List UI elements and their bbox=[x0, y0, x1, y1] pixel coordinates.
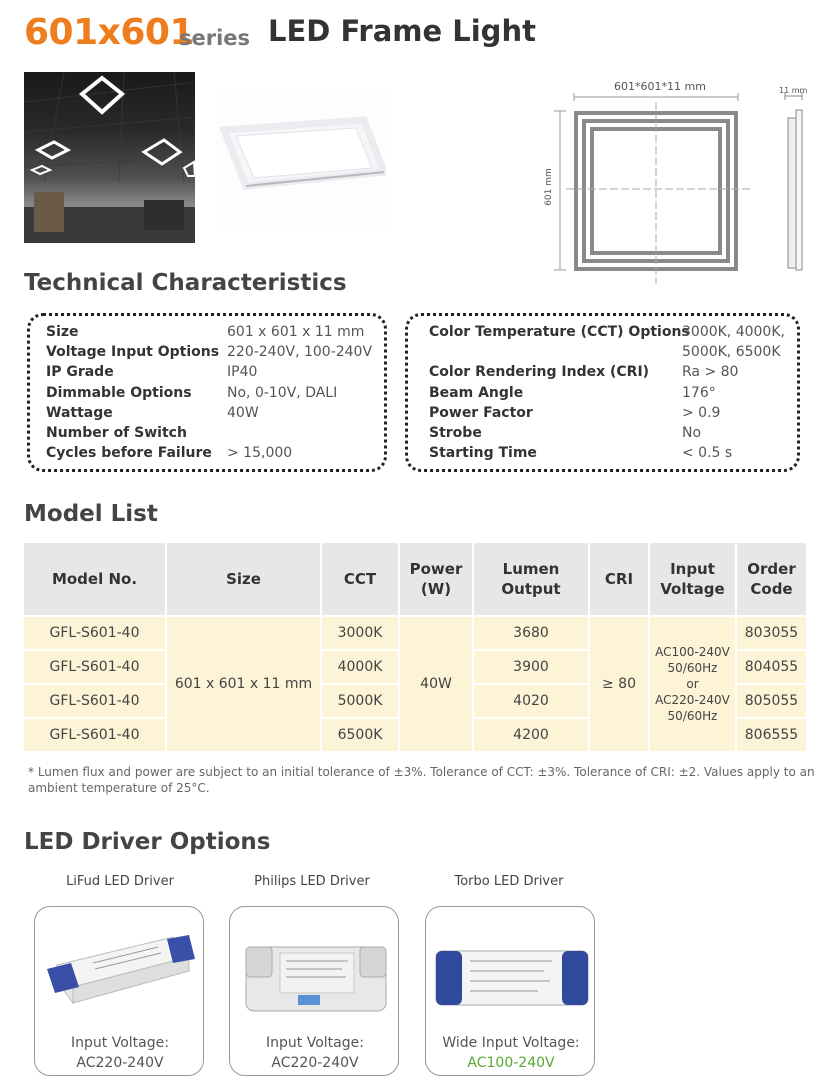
driver-name-lifud: LiFud LED Driver bbox=[66, 874, 174, 889]
col-header-lumen-line1: Lumen bbox=[502, 560, 560, 578]
input-line: or bbox=[686, 677, 699, 691]
cell-model-no: GFL-S601-40 bbox=[24, 617, 165, 649]
col-header-input bbox=[650, 543, 735, 615]
product-photo bbox=[216, 92, 386, 232]
side-dimension-label: 601 mm bbox=[543, 168, 554, 206]
spec-value: IP40 bbox=[227, 364, 258, 381]
cell-model-no: GFL-S601-40 bbox=[24, 719, 165, 751]
cell-order-code: 803055 bbox=[737, 617, 806, 649]
spec-label: Dimmable Options bbox=[46, 384, 192, 401]
cell-size-merged: 601 x 601 x 11 mm bbox=[167, 617, 320, 751]
cell-cct: 6500K bbox=[322, 719, 398, 751]
cell-order-code: 805055 bbox=[737, 685, 806, 717]
series-label: series bbox=[179, 26, 251, 50]
col-header-power-line2: (W) bbox=[420, 580, 452, 598]
spec-value: Ra > 80 bbox=[682, 364, 739, 381]
depth-dimension-label: 11 mm bbox=[779, 86, 808, 95]
spec-label: Strobe bbox=[429, 425, 482, 441]
tolerance-footnote: * Lumen flux and power are subject to an initial tolerance of ±3%. Tolerance of CCT: ±3%. Tolerance of CRI: ±2. Values apply to an ambient temperature of 25°C. bbox=[28, 765, 815, 795]
cell-cct: 4000K bbox=[322, 651, 398, 683]
col-header-lumen bbox=[474, 543, 588, 615]
input-line: 50/60Hz bbox=[667, 661, 718, 675]
driver-caption-philips bbox=[230, 1033, 400, 1073]
cell-order-code: 806555 bbox=[737, 719, 806, 751]
spec-label: Color Temperature (CCT) Options bbox=[429, 324, 690, 340]
cell-order-code: 804055 bbox=[737, 651, 806, 683]
cell-cct: 3000K bbox=[322, 617, 398, 649]
col-header-order-line2: Code bbox=[750, 580, 793, 598]
spec-value: No, 0-10V, DALI bbox=[227, 384, 338, 401]
driver-caption-philips-line2: AC220-240V bbox=[271, 1055, 359, 1071]
col-header-order-line1: Order bbox=[747, 560, 796, 578]
col-header-cct: CCT bbox=[322, 543, 398, 615]
torbo-driver-illustration bbox=[432, 943, 592, 1013]
cell-input-merged bbox=[650, 617, 735, 751]
model-heading: 601x601 bbox=[24, 12, 195, 53]
input-line: AC100-240V bbox=[655, 645, 730, 659]
cell-model-no: GFL-S601-40 bbox=[24, 685, 165, 717]
cell-power-merged: 40W bbox=[400, 617, 472, 751]
ceiling-grid-illustration bbox=[24, 72, 195, 243]
spec-value: > 15,000 bbox=[227, 445, 293, 462]
col-header-cri: CRI bbox=[590, 543, 648, 615]
spec-label: Power Factor bbox=[429, 404, 533, 421]
frame-light-illustration bbox=[216, 92, 386, 232]
driver-caption-lifud bbox=[35, 1033, 205, 1073]
cell-lumen: 4020 bbox=[474, 685, 588, 717]
tech-section-title: Technical Characteristics bbox=[24, 270, 347, 296]
spec-label: Size bbox=[46, 324, 79, 340]
driver-card-lifud[interactable] bbox=[34, 906, 204, 1076]
driver-card-torbo[interactable] bbox=[425, 906, 595, 1076]
spec-label: Wattage bbox=[46, 404, 113, 421]
philips-driver-illustration bbox=[238, 937, 393, 1017]
col-header-lumen-line2: Output bbox=[501, 580, 561, 598]
col-header-model: Model No. bbox=[24, 543, 165, 615]
driver-caption-philips-line1: Input Voltage: bbox=[266, 1035, 364, 1051]
cell-lumen: 4200 bbox=[474, 719, 588, 751]
page-title: LED Frame Light bbox=[268, 14, 536, 48]
col-header-input-line2: Voltage bbox=[660, 580, 725, 598]
driver-name-philips: Philips LED Driver bbox=[254, 874, 370, 889]
model-section-title: Model List bbox=[24, 501, 158, 527]
model-table bbox=[24, 543, 806, 751]
spec-label: Color Rendering Index (CRI) bbox=[429, 364, 650, 381]
spec-value: No bbox=[682, 425, 702, 441]
spec-value: < 0.5 s bbox=[682, 445, 733, 462]
input-line: AC220-240V bbox=[655, 693, 730, 707]
driver-name-torbo: Torbo LED Driver bbox=[454, 874, 564, 889]
installation-photo bbox=[24, 72, 195, 243]
spec-value: 176° bbox=[682, 384, 716, 401]
driver-caption-torbo bbox=[426, 1033, 596, 1073]
lifud-driver-illustration bbox=[43, 925, 198, 1005]
cell-model-no: GFL-S601-40 bbox=[24, 651, 165, 683]
driver-caption-torbo-line2: AC100-240V bbox=[467, 1055, 555, 1071]
col-header-power-line1: Power bbox=[409, 560, 463, 578]
driver-section-title: LED Driver Options bbox=[24, 829, 271, 855]
col-header-size: Size bbox=[167, 543, 320, 615]
driver-caption-lifud-line1: Input Voltage: bbox=[71, 1035, 169, 1051]
cell-cct: 5000K bbox=[322, 685, 398, 717]
spec-label: Beam Angle bbox=[429, 384, 524, 401]
spec-value: 5000K, 6500K bbox=[682, 344, 781, 361]
cell-lumen: 3680 bbox=[474, 617, 588, 649]
cell-lumen: 3900 bbox=[474, 651, 588, 683]
spec-label: Starting Time bbox=[429, 445, 537, 462]
input-line: 50/60Hz bbox=[667, 709, 718, 723]
col-header-power bbox=[400, 543, 472, 615]
spec-value: 3000K, 4000K, bbox=[682, 324, 785, 340]
spec-value: 40W bbox=[227, 404, 259, 421]
driver-card-philips[interactable] bbox=[229, 906, 399, 1076]
spec-label: Cycles before Failure bbox=[46, 445, 212, 462]
spec-label: Voltage Input Options bbox=[46, 344, 220, 361]
spec-value: 220-240V, 100-240V bbox=[227, 344, 373, 361]
col-header-input-line1: Input bbox=[670, 560, 715, 578]
dimension-drawing bbox=[530, 88, 820, 288]
spec-label: Number of Switch bbox=[46, 425, 187, 441]
driver-caption-lifud-line2: AC220-240V bbox=[76, 1055, 164, 1071]
col-header-order bbox=[737, 543, 806, 615]
top-dimension-label: 601*601*11 mm bbox=[614, 80, 706, 93]
driver-caption-torbo-line1: Wide Input Voltage: bbox=[442, 1035, 580, 1051]
cell-cri-merged: ≥ 80 bbox=[590, 617, 648, 751]
spec-label: IP Grade bbox=[46, 364, 114, 381]
spec-value: > 0.9 bbox=[682, 404, 721, 421]
spec-value: 601 x 601 x 11 mm bbox=[227, 324, 365, 340]
